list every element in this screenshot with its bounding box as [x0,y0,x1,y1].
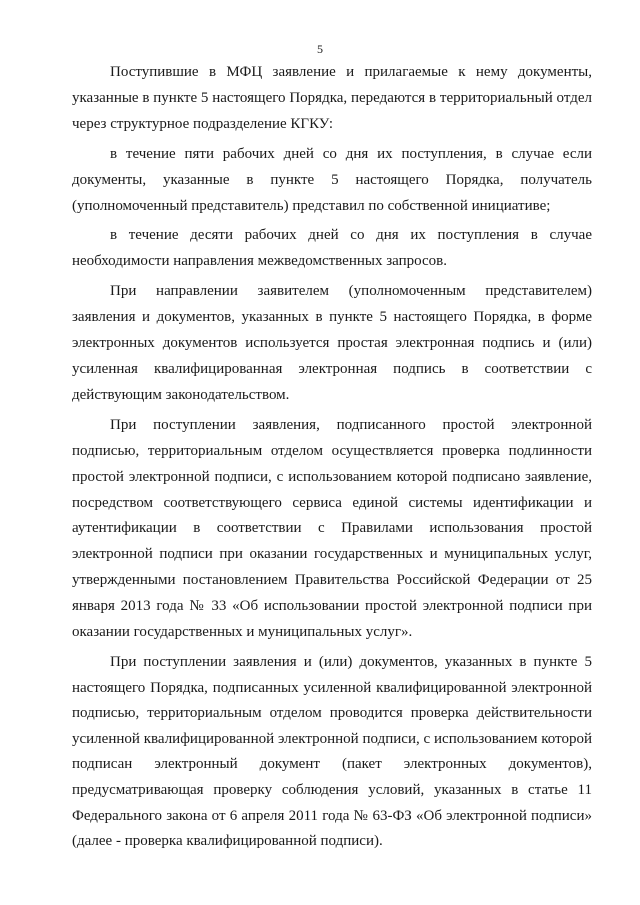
paragraph-2: в течение пяти рабочих дней со дня их поступления, в случае если документы, указанные в пункте 5 настоящего Порядка, получатель (уполномоченный представитель) представил по собственной инициативе; [72,145,592,214]
paragraph-6: При поступлении заявления и (или) документов, указанных в пункте 5 настоящего Порядка, подписанных усиленной квалифицированной электронной подписью, территориальным отделом проводится проверка действительности усиленной квалифицированной электронной подписи, с использованием которой подписан электронный документ (пакет электронных документов), предусматривающая проверку соблюдения условий, указанных в статье 11 Федерального закона от 6 апреля 2011 года № 63-ФЗ «Об электронной подписи» (далее - проверка квалифицированной подписи). [72,653,592,850]
paragraph-5: При поступлении заявления, подписанного простой электронной подписью, территориальным отделом осуществляется проверка подлинности простой электронной подписи, с использованием которой подписано заявление, посредством соответствующего сервиса единой системы идентификации и аутентификации в соответствии с Правилами использования простой электронной подписи при оказании государственных и муниципальных услуг, утвержденными постановлением Правительства Российской Федерации от 25 января 2013 года № 33 «Об использовании простой электронной подписи при оказании государственных и муниципальных услуг». [72,416,592,641]
paragraph-1: Поступившие в МФЦ заявление и прилагаемые к нему документы, указанные в пункте 5 настоящего Порядка, передаются в территориальный отдел через структурное подразделение КГКУ: [72,64,592,132]
paragraph-4: При направлении заявителем (уполномоченным представителем) заявления и документов, указанных в пункте 5 настоящего Порядка, в форме электронных документов используется простая электронная подпись и (или) усиленная квалифицированная электронная подпись в соответствии с действующим законодательством. [72,283,592,403]
paragraph-3: в течение десяти рабочих дней со дня их поступления в случае необходимости направления межведомственных запросов. [72,227,592,270]
page-number: 5 [317,42,323,56]
document-body [72,60,592,859]
